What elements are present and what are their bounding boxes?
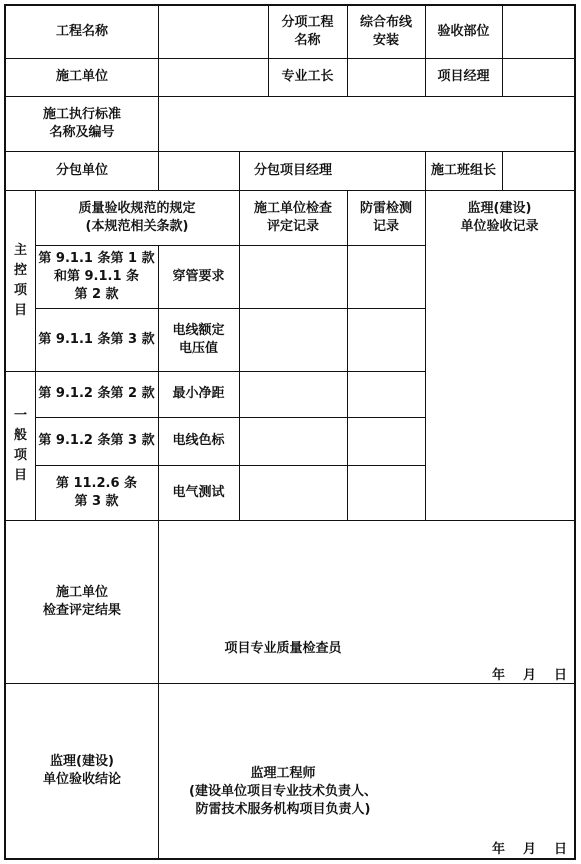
column-spec: 质量验收规范的规定 (本规范相关条款) bbox=[78, 200, 196, 234]
supervision-conclusion-label: 监理(建设) 单位验收结论 bbox=[42, 753, 121, 787]
general-item-3-name: 电气测试 bbox=[172, 484, 225, 500]
main-item-2-clause: 第 9.1.1 条第 3 款 bbox=[38, 331, 155, 347]
construction-date-day: 日 bbox=[554, 668, 568, 683]
main-items-group-label: 主 控 项 目 bbox=[13, 242, 27, 318]
rule-v-r1d bbox=[502, 6, 503, 96]
supervision-date-year: 年 bbox=[492, 842, 506, 857]
construction-date-month: 月 bbox=[523, 668, 537, 683]
general-item-3-clause: 第 11.2.6 条 第 3 款 bbox=[55, 475, 138, 509]
team-leader-label: 施工班组长 bbox=[430, 162, 496, 178]
subcontractor-label: 分包单位 bbox=[55, 162, 108, 178]
main-item-2-name: 电线额定 电压值 bbox=[172, 322, 225, 356]
standard-label: 施工执行标准 名称及编号 bbox=[42, 106, 121, 140]
column-supervision-record: 监理(建设) 单位验收记录 bbox=[460, 200, 539, 234]
sub-project-name-label: 分项工程 名称 bbox=[281, 15, 334, 48]
construction-result-label: 施工单位 检查评定结果 bbox=[42, 584, 121, 618]
project-manager-label: 项目经理 bbox=[437, 69, 490, 84]
rule-v-label bbox=[158, 6, 159, 190]
column-construction-check: 施工单位检查 评定记录 bbox=[253, 200, 332, 234]
sub-project-name-value: 综合布线 安装 bbox=[359, 15, 412, 48]
project-name-label: 工程名称 bbox=[55, 24, 108, 39]
supervision-engineer-label: 监理工程师 (建设单位项目专业技术负责人、 防雷技术服务机构项目负责人) bbox=[189, 766, 377, 817]
subcontract-manager-label: 分包项目经理 bbox=[253, 162, 332, 178]
supervision-date-day: 日 bbox=[554, 842, 568, 857]
main-item-1-clause: 第 9.1.1 条第 1 款 和第 9.1.1 条 第 2 款 bbox=[38, 250, 155, 302]
general-item-1-clause: 第 9.1.2 条第 2 款 bbox=[38, 386, 155, 401]
foreman-label: 专业工长 bbox=[281, 69, 334, 84]
rule-v-r4c bbox=[502, 151, 503, 190]
supervision-date-month: 月 bbox=[523, 842, 537, 857]
general-items-group-label: 一 般 项 目 bbox=[13, 407, 27, 483]
acceptance-part-label: 验收部位 bbox=[437, 24, 490, 39]
column-lightning-check: 防雷检测 记录 bbox=[359, 200, 412, 234]
general-item-1-name: 最小净距 bbox=[172, 386, 225, 401]
general-item-2-name: 电线色标 bbox=[172, 433, 225, 448]
main-item-1-name: 穿管要求 bbox=[172, 268, 225, 284]
acceptance-record-form bbox=[4, 4, 576, 860]
construction-unit-label: 施工单位 bbox=[55, 69, 108, 84]
construction-date-year: 年 bbox=[492, 668, 506, 683]
general-item-2-clause: 第 9.1.2 条第 3 款 bbox=[38, 433, 155, 448]
quality-inspector-label: 项目专业质量检查员 bbox=[224, 641, 342, 656]
